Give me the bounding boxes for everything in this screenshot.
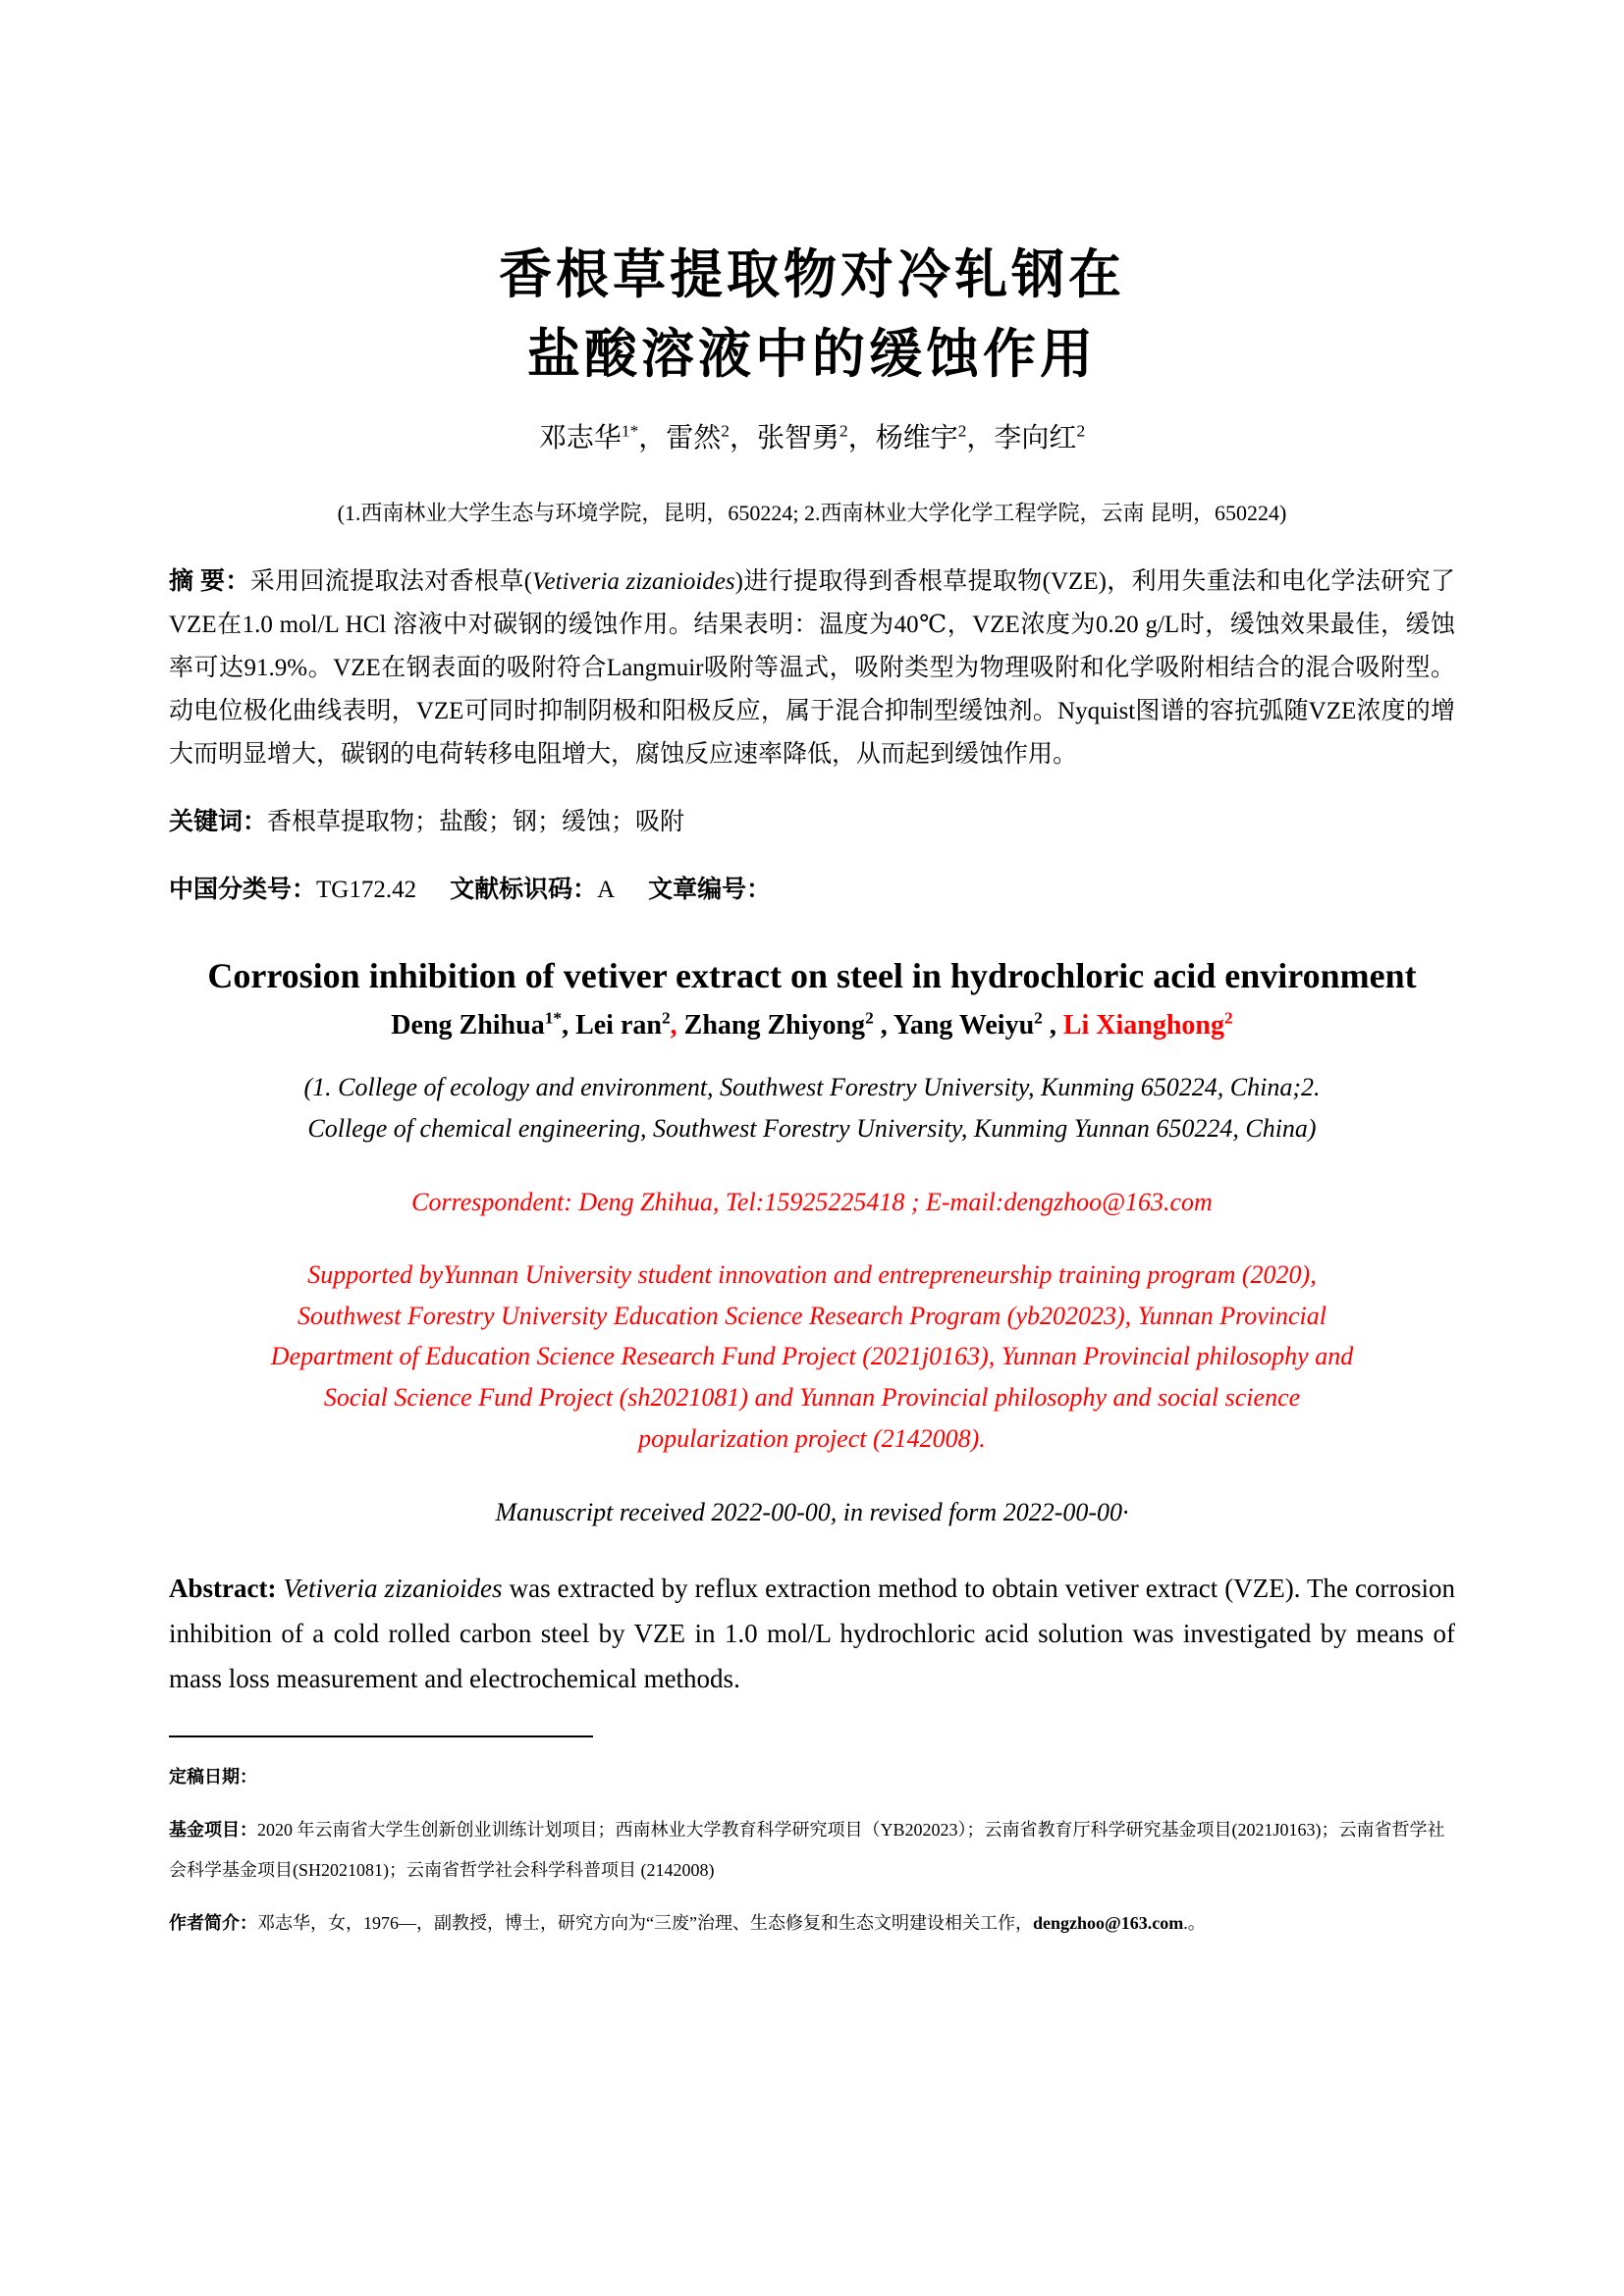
author-en — [575, 1010, 684, 1041]
author-separator: ， — [966, 423, 995, 454]
author-cn — [757, 423, 876, 454]
author-en-name: Li Xianghong — [1062, 1010, 1224, 1041]
abstract-cn-label: 摘 要： — [169, 568, 250, 595]
clc-value: TG172.42 — [316, 877, 417, 903]
author-cn-sup: 1* — [621, 421, 639, 441]
correspondent-line: Correspondent: Deng Zhihua, Tel:15925225418 ; E-mail:dengzhoo@163.com — [411, 1188, 1213, 1217]
author-cn-name: 雷然 — [666, 423, 722, 454]
affiliation-cn: (1.西南林业大学生态与环境学院，昆明，650224; 2.西南林业大学化学工程学院，云南 昆明，650224) — [337, 501, 1287, 525]
author-en-name: Deng Zhihua — [391, 1010, 545, 1041]
abstract-en-species-italic: Vetiveria zizanioides — [283, 1574, 503, 1604]
footnote-bio-text: 邓志华，女，1976—，副教授，博士，研究方向为“三废”治理、生态修复和生态文明建设相关工作， — [257, 1913, 1033, 1934]
author-cn-sup: 2 — [1076, 421, 1086, 441]
author-en-sup: 2 — [865, 1008, 874, 1028]
affiliation-en: (1. College of ecology and environment, Southwest Forestry University, Kunming 650224, China;2. College of chemical engineering, Southwest Forestry University, Kunming Yunnan 650224, China) — [303, 1073, 1321, 1143]
author-cn-name: 张智勇 — [756, 423, 839, 454]
abstract-cn-text-1: 采用回流提取法对香根草( — [249, 568, 533, 595]
author-cn — [666, 423, 757, 454]
author-cn — [539, 423, 666, 454]
abstract-en-label: Abstract: — [169, 1574, 284, 1604]
author-en — [684, 1010, 893, 1041]
footnote-author-bio — [169, 1903, 1455, 1944]
footnote-section — [169, 1735, 1455, 1944]
footnote-funding-text: 2020 年云南省大学生创新创业训练计划项目；西南林业大学教育科学研究项目（YB202023）；云南省教育厅科学研究基金项目(2021J0163)；云南省哲学社会科学基金项目(SH2021081)；云南省哲学社会科学科普项目 (2142008) — [169, 1820, 1445, 1880]
paper-title-cn-line2: 盐酸溶液中的缓蚀作用 — [527, 325, 1097, 384]
author-separator: ， — [847, 423, 876, 454]
doc-code-value: A — [597, 877, 616, 903]
classification-line — [169, 869, 1455, 912]
author-cn-sup: 2 — [957, 421, 967, 441]
author-cn-sup: 2 — [839, 421, 848, 441]
manuscript-received-line: Manuscript received 2022-00-00, in revised form 2022-00-00· — [495, 1498, 1129, 1527]
supported-by-statement: Supported byYunnan University student innovation and entrepreneurship training program (2020), Southwest Forestry University Education Science Research Program (yb202023), Yunnan Provincial Department of Education Science Research Fund Project (2021j0163), Yunnan Provincial philosophy and Social Science Fund Project (sh2021081) and Yunnan Provincial philosophy and social science popularization project (2142008). — [270, 1260, 1354, 1453]
authors-cn — [169, 416, 1455, 455]
paper-title-cn-line1: 香根草提取物对冷轧钢在 — [499, 245, 1125, 304]
author-separator: ， — [729, 423, 757, 454]
author-en — [893, 1010, 1063, 1041]
author-cn-name: 杨维宇 — [875, 423, 958, 454]
footnote-bio-label: 作者简介： — [169, 1913, 257, 1934]
author-en-name: Zhang Zhiyong — [683, 1010, 866, 1041]
keywords-cn-label: 关键词： — [169, 809, 268, 835]
author-cn — [876, 423, 995, 454]
author-cn-name: 邓志华 — [538, 423, 622, 454]
author-cn-name: 李向红 — [994, 423, 1077, 454]
author-en-corresponding — [1063, 1010, 1233, 1041]
footnote-bio-tail: .。 — [1183, 1913, 1206, 1934]
footnote-date-label: 定稿日期： — [169, 1766, 257, 1787]
doc-code-label: 文献标识码： — [450, 877, 598, 903]
author-en-name: Yang Weiyu — [893, 1010, 1035, 1041]
abstract-cn-text-2: )进行提取得到香根草提取物(VZE)，利用失重法和电化学法研究了VZE在1.0 mol/L HCl 溶液中对碳钢的缓蚀作用。结果表明：温度为40℃，VZE浓度为0.20 g/L时，缓蚀效果最佳，缓蚀率可达91.9%。VZE在钢表面的吸附符合Langmuir吸附等温式，吸附类型为物理吸附和化学吸附相结合的混合吸附型。动电位极化曲线表明，VZE可同时抑制阴极和阳极反应，属于混合抑制型缓蚀剂。Nyquist图谱的容抗弧随VZE浓度的增大而明显增大，碳钢的电荷转移电阻增大，腐蚀反应速率降低，从而起到缓蚀作用。 — [169, 568, 1455, 768]
author-en-sup: 2 — [1034, 1008, 1043, 1028]
author-en-sup: 1* — [544, 1008, 563, 1028]
abstract-cn-species-italic: Vetiveria zizanioides — [532, 568, 735, 595]
abstract-en — [169, 1567, 1455, 1702]
author-en — [391, 1010, 575, 1041]
paper-title-cn — [169, 236, 1455, 395]
footnote-funding — [169, 1810, 1455, 1890]
author-cn — [994, 423, 1085, 454]
abstract-en-text: was extracted by reflux extraction method to obtain vetiver extract (VZE). The corrosion inhibition of a cold rolled carbon steel by VZE in 1.0 mol/L hydrochloric acid solution was investigated by means of mass loss measurement and electrochemical methods. — [169, 1574, 1455, 1693]
footnote-divider — [169, 1735, 593, 1737]
author-en-sup: 2 — [661, 1008, 671, 1028]
abstract-cn — [169, 561, 1455, 776]
footnote-date — [169, 1757, 1455, 1797]
author-separator: , — [562, 1010, 576, 1041]
author-separator: , — [1042, 1010, 1063, 1041]
author-separator: , — [873, 1010, 893, 1041]
footnote-funding-label: 基金项目： — [169, 1820, 257, 1841]
keywords-cn-text: 香根草提取物；盐酸；钢；缓蚀；吸附 — [267, 809, 685, 835]
author-en-sup: 2 — [1224, 1008, 1233, 1028]
authors-en — [169, 1010, 1455, 1041]
footnote-bio-email: dengzhoo@163.com — [1032, 1913, 1184, 1934]
keywords-cn — [169, 801, 1455, 844]
author-separator: , — [670, 1010, 684, 1041]
article-number-label: 文章编号： — [648, 877, 772, 903]
clc-label: 中国分类号： — [169, 877, 317, 903]
author-cn-sup: 2 — [721, 421, 730, 441]
author-en-name: Lei ran — [575, 1010, 662, 1041]
author-separator: ， — [638, 423, 667, 454]
paper-title-en: Corrosion inhibition of vetiver extract on steel in hydrochloric acid environment — [207, 956, 1417, 995]
